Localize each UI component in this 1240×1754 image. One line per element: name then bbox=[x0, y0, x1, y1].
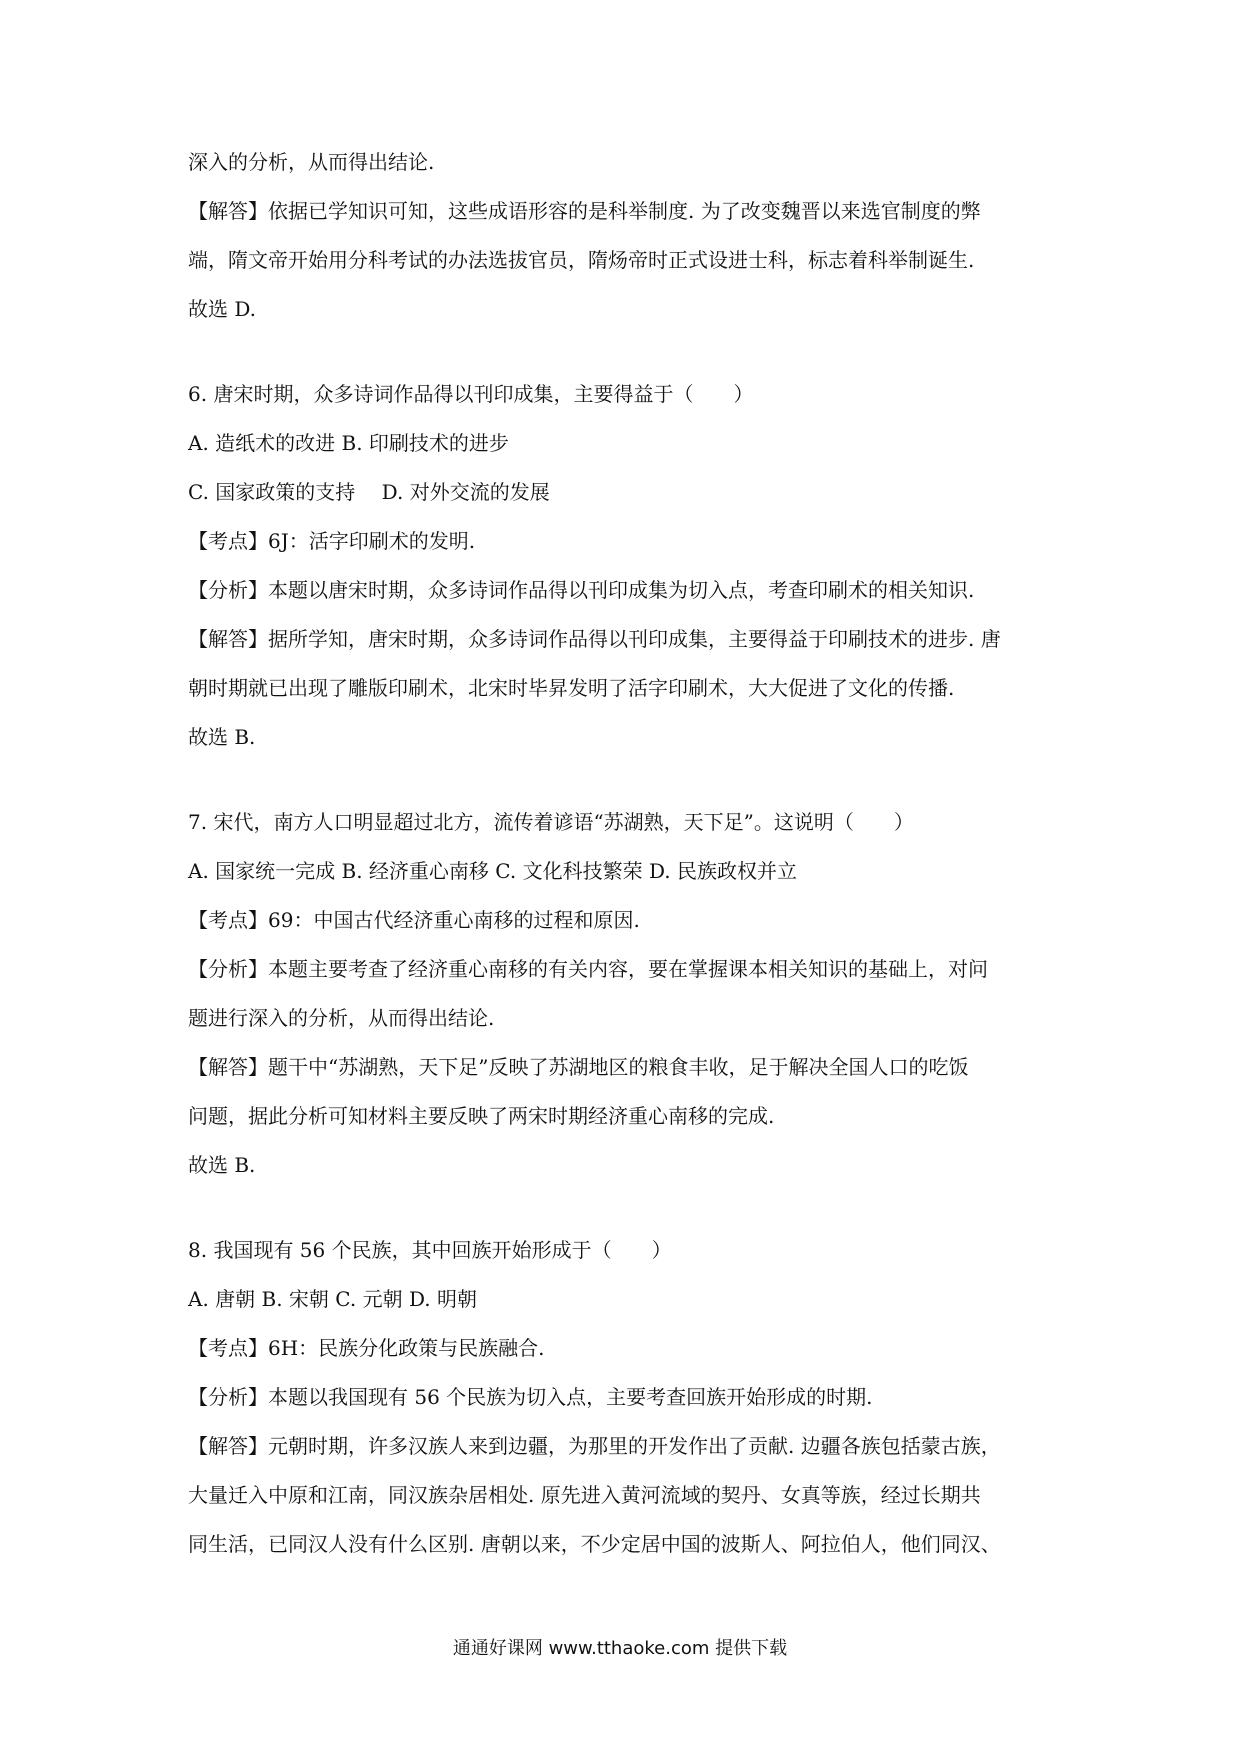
question-8: 8. 我国现有 56 个民族，其中回族开始形成于（ ） bbox=[188, 1238, 672, 1262]
text-line: 同生活，已同汉人没有什么区别. 唐朝以来，不少定居中国的波斯人、阿拉伯人，他们同汉、 bbox=[188, 1532, 1001, 1556]
jieda-line: 【解答】据所学知，唐宋时期，众多诗词作品得以刊印成集，主要得益于印刷技术的进步. 唐 bbox=[188, 627, 1001, 651]
question-7: 7. 宋代，南方人口明显超过北方，流传着谚语“苏湖熟，天下足”。这说明（ ） bbox=[188, 810, 914, 834]
fenxi-line: 【分析】本题以我国现有 56 个民族为切入点，主要考查回族开始形成的时期. bbox=[188, 1385, 873, 1409]
page-footer: 通通好课网 www.tthaoke.com 提供下载 bbox=[452, 1638, 788, 1659]
fenxi-line: 【分析】本题主要考查了经济重心南移的有关内容，要在掌握课本相关知识的基础上，对问 bbox=[188, 957, 988, 981]
text-line: 故选 B. bbox=[188, 1153, 256, 1177]
options-line: A. 国家统一完成 B. 经济重心南移 C. 文化科技繁荣 D. 民族政权并立 bbox=[188, 859, 797, 883]
options-line: A. 造纸术的改进 B. 印刷技术的进步 bbox=[188, 431, 509, 455]
options-line: A. 唐朝 B. 宋朝 C. 元朝 D. 明朝 bbox=[188, 1287, 477, 1311]
jieda-line: 【解答】题干中“苏湖熟，天下足”反映了苏湖地区的粮食丰收，足于解决全国人口的吃饭 bbox=[188, 1055, 969, 1079]
text-line: 故选 D. bbox=[188, 297, 257, 321]
text-line: 题进行深入的分析，从而得出结论. bbox=[188, 1006, 495, 1030]
options-line: C. 国家政策的支持 D. 对外交流的发展 bbox=[188, 480, 550, 504]
question-6: 6. 唐宋时期，众多诗词作品得以刊印成集，主要得益于（ ） bbox=[188, 382, 754, 406]
text-line: 【解答】依据已学知识可知，这些成语形容的是科举制度. 为了改变魏晋以来选官制度的弊 bbox=[188, 199, 981, 223]
kaodian-line: 【考点】6J：活字印刷术的发明. bbox=[188, 529, 476, 553]
text-line: 端，隋文帝开始用分科考试的办法选拔官员，隋炀帝时正式设进士科，标志着科举制诞生. bbox=[188, 248, 975, 272]
jieda-line: 【解答】元朝时期，许多汉族人来到边疆，为那里的开发作出了贡献. 边疆各族包括蒙古族， bbox=[188, 1434, 1001, 1458]
kaodian-line: 【考点】69：中国古代经济重心南移的过程和原因. bbox=[188, 908, 640, 932]
fenxi-line: 【分析】本题以唐宋时期，众多诗词作品得以刊印成集为切入点，考查印刷术的相关知识. bbox=[188, 578, 975, 602]
document-body bbox=[188, 150, 1068, 1556]
text-line: 深入的分析，从而得出结论. bbox=[188, 150, 435, 174]
text-line: 朝时期就已出现了雕版印刷术，北宋时毕昇发明了活字印刷术，大大促进了文化的传播. bbox=[188, 676, 955, 700]
kaodian-line: 【考点】6H：民族分化政策与民族融合. bbox=[188, 1336, 545, 1360]
text-line: 故选 B. bbox=[188, 725, 256, 749]
text-line: 大量迁入中原和江南，同汉族杂居相处. 原先进入黄河流域的契丹、女真等族，经过长期共 bbox=[188, 1483, 981, 1507]
text-line: 问题，据此分析可知材料主要反映了两宋时期经济重心南移的完成. bbox=[188, 1104, 775, 1128]
